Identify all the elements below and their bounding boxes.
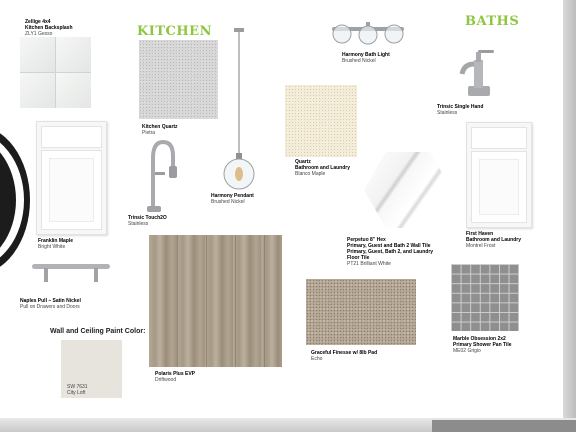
bath-quartz-swatch bbox=[285, 85, 357, 157]
zellige-tile-swatch bbox=[20, 37, 91, 108]
mosaic-tile-swatch bbox=[451, 264, 519, 331]
hex-tile-swatch bbox=[364, 152, 452, 228]
bath-light-image bbox=[330, 18, 406, 46]
polaris-plus-label: Polaris Plus EVP Driftwood bbox=[155, 371, 196, 383]
carpet-swatch bbox=[306, 279, 416, 345]
kitchen-faucet-image bbox=[133, 138, 177, 213]
first-haven-label: First Haven Bathroom and Laundry Montrel Frost bbox=[466, 231, 522, 249]
single-hand-faucet-image bbox=[458, 46, 498, 98]
trinsic-touch20-label: Trinsic Touch2O Stainless bbox=[128, 215, 167, 227]
bath-quartz-label: Quartz Bathroom and Laundry Blanco Maple bbox=[295, 159, 351, 177]
marble-obsession-label: Marble Obsession 2x2 Primary Shower Pan Tile ME02 Grigio bbox=[453, 336, 512, 354]
baths-heading: BATHS bbox=[465, 14, 520, 29]
perpetuo-hex-label: Perpetuo 8" Hex Primary, Guest and Bath 2 Wall Tile Primary, Guest, Bath 2, and Laundry Floor Tile PT21 Brilliant White bbox=[347, 237, 434, 267]
kitchen-quartz-label: Kitchen Quartz Pietra bbox=[142, 124, 178, 136]
pendant-light-image bbox=[224, 28, 254, 193]
kitchen-quartz-swatch bbox=[139, 40, 218, 119]
bath-cabinet-door-image bbox=[466, 122, 532, 228]
harmony-bath-light-label: Harmony Bath Light Brushed Nickel bbox=[342, 52, 390, 64]
trinsic-single-hand-label: Trinsic Single Hand Stainless bbox=[437, 104, 484, 116]
lvp-flooring-swatch bbox=[149, 235, 282, 367]
naples-pull-label: Naples Pull – Satin Nickel Pull on Drawers and Doors bbox=[20, 298, 81, 310]
page-edge-shadow-right bbox=[563, 0, 576, 432]
kitchen-cabinet-door-image bbox=[36, 121, 107, 235]
graceful-finesse-label: Graceful Finesse w/ 8lb Pad Echo bbox=[311, 350, 378, 362]
zellige-label: Zellige 4x4 Kitchen Backsplash ZLY1 Gesso bbox=[25, 19, 73, 37]
page-edge-dark-strip bbox=[432, 420, 576, 432]
harmony-pendant-label: Harmony Pendant Brushed Nickel bbox=[211, 193, 254, 205]
kitchen-heading: KITCHEN bbox=[137, 24, 212, 39]
cabinet-pull-image bbox=[30, 262, 112, 284]
paint-color-heading: Wall and Ceiling Paint Color: bbox=[50, 328, 146, 335]
paint-color-swatch: SW 7631 City Loft bbox=[61, 340, 122, 398]
franklin-maple-label: Franklin Maple Bright White bbox=[38, 238, 74, 250]
